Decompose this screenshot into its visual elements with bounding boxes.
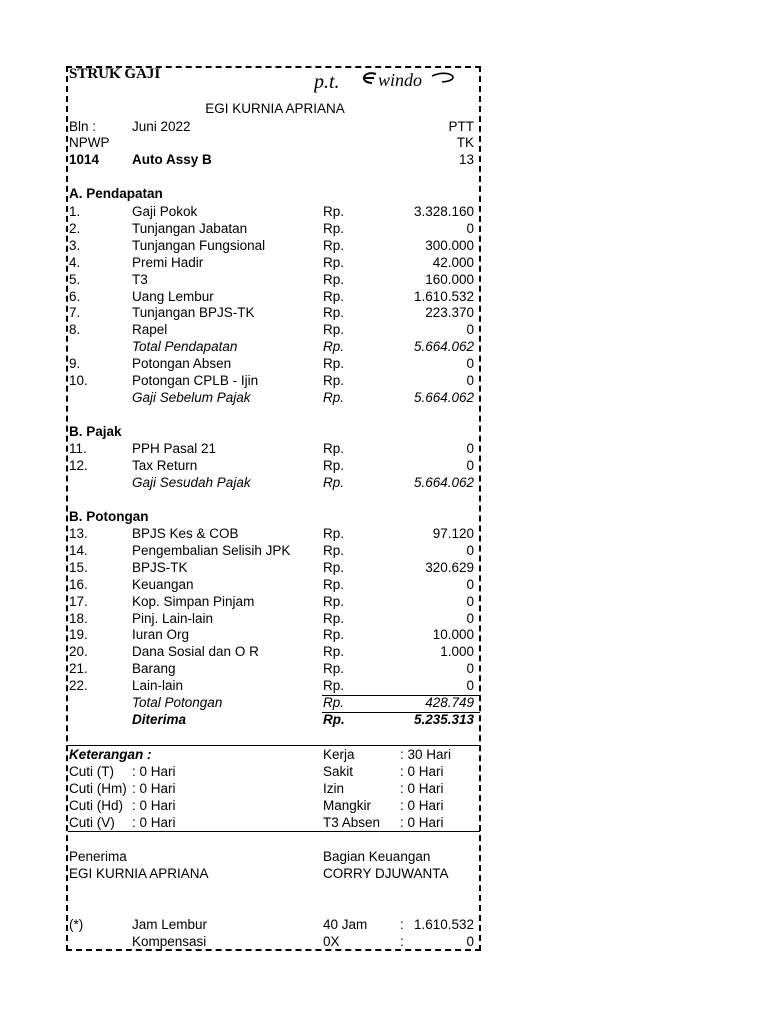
svg-text:windo: windo xyxy=(378,70,423,90)
potongan-row-amount: 5.235.313 xyxy=(413,711,474,727)
potongan-row-amount: 0 xyxy=(466,678,474,694)
pendapatan-row-amount: 0 xyxy=(466,356,474,372)
slip-title: STRUK GAJI xyxy=(69,66,161,82)
pendapatan-row-currency: Rp. xyxy=(323,389,345,405)
pendapatan-row-amount: 223.370 xyxy=(425,305,474,321)
potongan-row-currency: Rp. xyxy=(323,576,345,592)
potongan-row-currency: Rp. xyxy=(323,695,345,710)
potongan-row-currency: Rp. xyxy=(323,711,345,727)
potongan-row-amount: 0 xyxy=(466,661,474,677)
pajak-row-currency: Rp. xyxy=(323,441,345,456)
attendance-label: Kerja xyxy=(323,747,355,762)
signature-divider xyxy=(68,831,480,832)
footer-row-amount: 1.610.532 xyxy=(413,917,474,932)
pajak-row-currency: Rp. xyxy=(323,458,345,473)
leave-label: Cuti (Hd) xyxy=(69,798,124,813)
pendapatan-row-amount: 0 xyxy=(466,220,474,236)
employee-number: 13 xyxy=(458,152,474,167)
pendapatan-row-currency: Rp. xyxy=(323,356,345,372)
footer-row-qty: 40 Jam xyxy=(323,917,368,932)
finance-label: Bagian Keuangan xyxy=(323,849,431,864)
attendance-value: : 0 Hari xyxy=(400,764,444,779)
potongan-row-amount: 10.000 xyxy=(432,627,474,643)
pajak-row-currency: Rp. xyxy=(323,475,345,490)
pendapatan-row-currency: Rp. xyxy=(323,305,345,321)
pajak-row-amount: 0 xyxy=(466,441,474,456)
pendapatan-row-currency: Rp. xyxy=(323,373,345,388)
potongan-row-amount: 0 xyxy=(466,542,474,558)
potongan-row-number: 15. xyxy=(69,559,88,575)
pendapatan-row-amount: 42.000 xyxy=(432,254,474,270)
status-ptt: PTT xyxy=(448,119,474,134)
potongan-row-number: 18. xyxy=(69,610,88,626)
receiver-label: Penerima xyxy=(69,849,127,864)
potongan-row-amount: 0 xyxy=(466,576,474,592)
section-pendapatan-heading: A. Pendapatan xyxy=(69,186,163,201)
attendance-label: Mangkir xyxy=(323,798,372,813)
pendapatan-row-number: 10. xyxy=(69,373,88,388)
attendance-label: Sakit xyxy=(323,764,354,779)
attendance-label: T3 Absen xyxy=(323,815,381,830)
pendapatan-row-currency: Rp. xyxy=(323,237,345,253)
pajak-row-label: Gaji Sesudah Pajak xyxy=(132,475,251,490)
pendapatan-row-label: T3 xyxy=(132,271,148,287)
potongan-row-label: Dana Sosial dan O R xyxy=(132,644,259,660)
svg-text:p.t.: p.t. xyxy=(314,71,340,93)
potongan-row-label: BPJS-TK xyxy=(132,559,188,575)
pendapatan-row-number: 2. xyxy=(69,220,81,236)
potongan-row-number: 19. xyxy=(69,627,88,643)
bln-label: Bln : xyxy=(69,119,97,134)
section-pajak-heading: B. Pajak xyxy=(69,424,122,439)
leave-value: : 0 Hari xyxy=(132,815,176,830)
pendapatan-row-currency: Rp. xyxy=(323,288,345,304)
potongan-row-currency: Rp. xyxy=(323,593,345,609)
potongan-row-number: 20. xyxy=(69,644,88,660)
pendapatan-row-currency: Rp. xyxy=(323,204,345,219)
pendapatan-row-label: Gaji Pokok xyxy=(132,204,198,219)
potongan-row-amount: 428.749 xyxy=(425,695,474,710)
leave-value: : 0 Hari xyxy=(132,781,176,796)
potongan-row-currency: Rp. xyxy=(323,678,345,694)
potongan-row-currency: Rp. xyxy=(323,559,345,575)
pendapatan-row-amount: 0 xyxy=(466,322,474,338)
pendapatan-row-label: Potongan CPLB - Ijin xyxy=(132,373,259,388)
potongan-row-currency: Rp. xyxy=(323,661,345,677)
potongan-row-label: Kop. Simpan Pinjam xyxy=(132,593,255,609)
leave-value: : 0 Hari xyxy=(132,798,176,813)
leave-label: Cuti (T) xyxy=(69,764,114,779)
pendapatan-row-currency: Rp. xyxy=(323,322,345,338)
potongan-row-label: Pinj. Lain-lain xyxy=(132,610,214,626)
pendapatan-row-label: Tunjangan BPJS-TK xyxy=(132,305,255,321)
footer-row-qty: 0X xyxy=(323,934,340,949)
pendapatan-row-label: Tunjangan Fungsional xyxy=(132,237,266,253)
pendapatan-row-label: Gaji Sebelum Pajak xyxy=(132,389,251,405)
potongan-row-number: 22. xyxy=(69,678,88,694)
pendapatan-row-number: 5. xyxy=(69,271,81,287)
leave-value: : 0 Hari xyxy=(132,764,176,779)
attendance-value: : 30 Hari xyxy=(400,747,452,762)
pendapatan-row-number: 7. xyxy=(69,305,81,321)
pendapatan-row-currency: Rp. xyxy=(323,254,345,270)
status-tk: TK xyxy=(456,135,474,150)
pendapatan-row-amount: 0 xyxy=(466,373,474,388)
pajak-row-label: PPH Pasal 21 xyxy=(132,441,217,456)
potongan-row-number: 17. xyxy=(69,593,88,609)
company-logo xyxy=(314,66,464,96)
pendapatan-row-currency: Rp. xyxy=(323,271,345,287)
pendapatan-row-amount: 5.664.062 xyxy=(413,339,474,355)
section-potongan-heading: B. Potongan xyxy=(69,509,149,524)
department: Auto Assy B xyxy=(132,152,212,167)
potongan-row-amount: 0 xyxy=(466,610,474,626)
pendapatan-row-label: Uang Lembur xyxy=(132,288,214,304)
pajak-row-amount: 0 xyxy=(466,458,474,473)
pendapatan-row-label: Rapel xyxy=(132,322,168,338)
potongan-row-label: Diterima xyxy=(132,711,187,727)
keterangan-heading: Keterangan : xyxy=(69,747,152,762)
potongan-row-label: Lain-lain xyxy=(132,678,184,694)
potongan-row-label: Iuran Org xyxy=(132,627,190,643)
potongan-row-label: Barang xyxy=(132,661,176,677)
potongan-row-currency: Rp. xyxy=(323,526,345,541)
finance-name: CORRY DJUWANTA xyxy=(323,866,449,881)
pajak-row-number: 12. xyxy=(69,458,88,473)
employee-name: EGI KURNIA APRIANA xyxy=(205,101,345,116)
footer-row-label: Kompensasi xyxy=(132,934,207,949)
attendance-value: : 0 Hari xyxy=(400,798,444,813)
potongan-row-amount: 320.629 xyxy=(425,559,474,575)
potongan-row-amount: 1.000 xyxy=(440,644,474,660)
potongan-row-number: 16. xyxy=(69,576,88,592)
footer-row-separator: : xyxy=(400,917,404,932)
potongan-row-amount: 97.120 xyxy=(432,526,474,541)
potongan-row-label: Pengembalian Selisih JPK xyxy=(132,542,291,558)
potongan-row-currency: Rp. xyxy=(323,610,345,626)
potongan-row-number: 14. xyxy=(69,542,88,558)
leave-label: Cuti (V) xyxy=(69,815,115,830)
pendapatan-row-label: Tunjangan Jabatan xyxy=(132,220,248,236)
potongan-row-label: Total Potongan xyxy=(132,695,223,710)
potongan-row-currency: Rp. xyxy=(323,627,345,643)
potongan-row-number: 21. xyxy=(69,661,88,677)
pendapatan-row-number: 9. xyxy=(69,356,81,372)
pendapatan-row-label: Premi Hadir xyxy=(132,254,204,270)
potongan-row-currency: Rp. xyxy=(323,542,345,558)
pendapatan-row-amount: 3.328.160 xyxy=(413,204,474,219)
pendapatan-row-amount: 1.610.532 xyxy=(413,288,474,304)
bln-value: Juni 2022 xyxy=(132,119,191,134)
potongan-row-amount: 0 xyxy=(466,593,474,609)
attendance-value: : 0 Hari xyxy=(400,815,444,830)
footer-row-amount: 0 xyxy=(466,934,474,949)
pendapatan-row-currency: Rp. xyxy=(323,220,345,236)
footer-row-separator: : xyxy=(400,934,404,949)
employee-id: 1014 xyxy=(69,152,100,167)
attendance-value: : 0 Hari xyxy=(400,781,444,796)
pendapatan-row-label: Potongan Absen xyxy=(132,356,232,372)
pajak-row-number: 11. xyxy=(69,441,87,456)
leave-label: Cuti (Hm) xyxy=(69,781,127,796)
footer-row-label: Jam Lembur xyxy=(132,917,208,932)
potongan-row-number: 13. xyxy=(69,526,88,541)
potongan-row-label: BPJS Kes & COB xyxy=(132,526,239,541)
footer-note: (*) xyxy=(69,917,84,932)
pendapatan-row-amount: 160.000 xyxy=(425,271,474,287)
pajak-row-label: Tax Return xyxy=(132,458,198,473)
potongan-row-currency: Rp. xyxy=(323,644,345,660)
pendapatan-row-amount: 300.000 xyxy=(425,237,474,253)
pendapatan-row-number: 8. xyxy=(69,322,81,338)
pendapatan-row-amount: 5.664.062 xyxy=(413,389,474,405)
pajak-row-amount: 5.664.062 xyxy=(413,475,474,490)
pendapatan-row-currency: Rp. xyxy=(323,339,345,355)
npwp-label: NPWP xyxy=(69,135,110,150)
potongan-row-label: Keuangan xyxy=(132,576,194,592)
receiver-name: EGI KURNIA APRIANA xyxy=(69,866,209,881)
attendance-label: Izin xyxy=(323,781,345,796)
pendapatan-row-number: 1. xyxy=(69,204,81,219)
pendapatan-row-number: 3. xyxy=(69,237,81,253)
pendapatan-row-number: 6. xyxy=(69,288,81,304)
pendapatan-row-label: Total Pendapatan xyxy=(132,339,238,355)
pendapatan-row-number: 4. xyxy=(69,254,81,270)
